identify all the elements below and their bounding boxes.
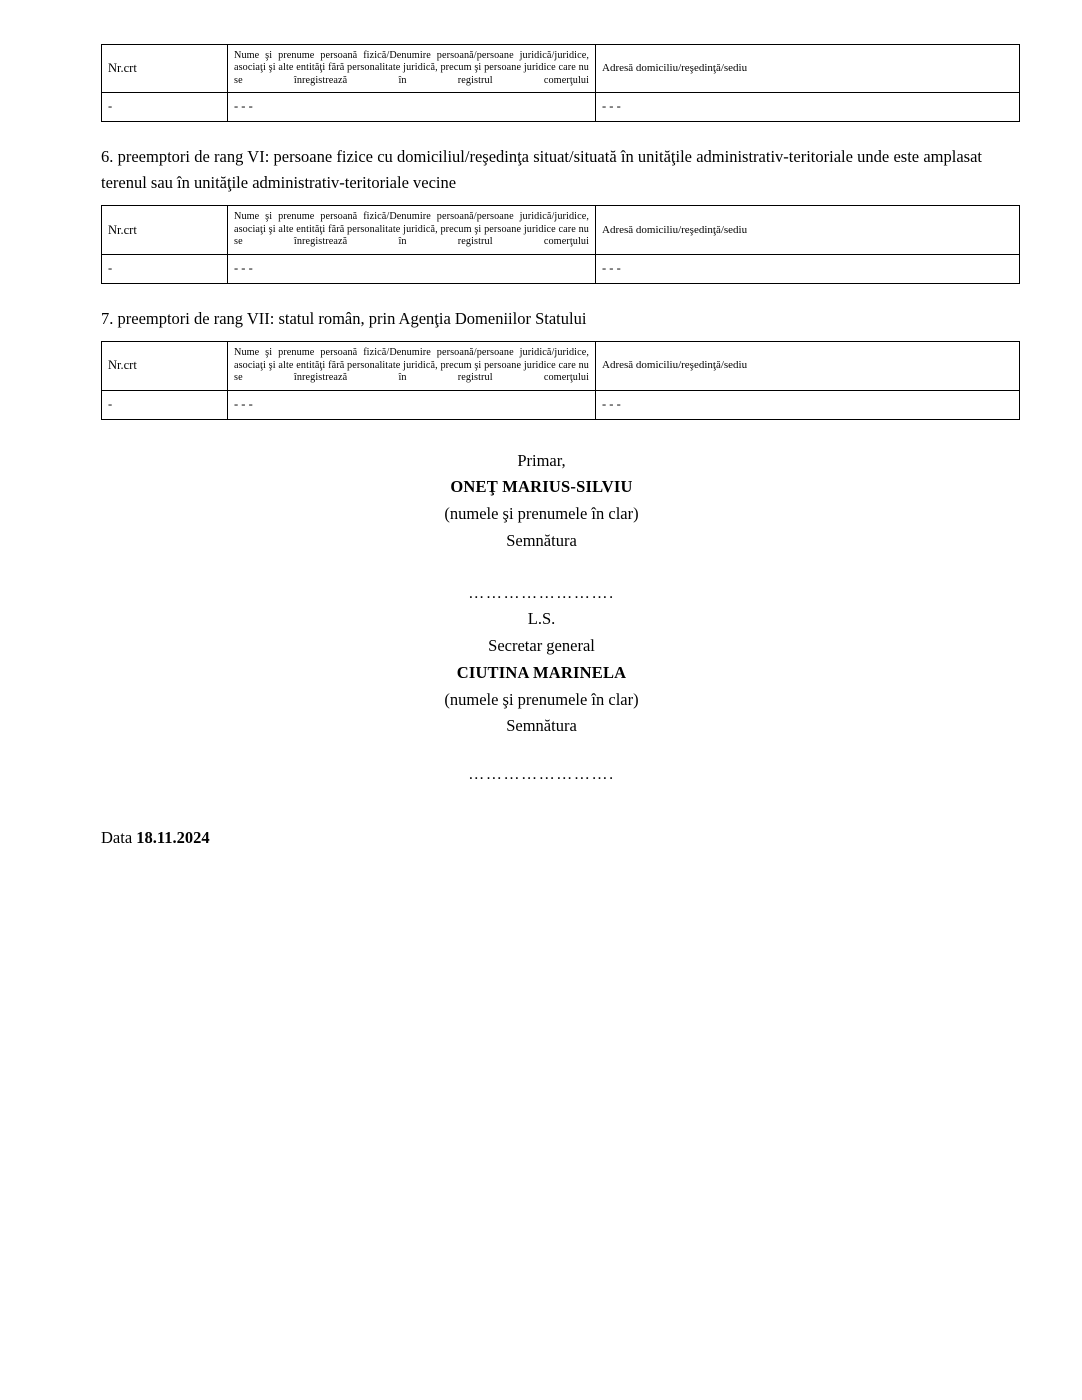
cell-address-text: - - - (602, 99, 621, 114)
cell-name (228, 254, 596, 283)
header-cell-address (596, 45, 1020, 93)
header-nr-text: Nr.crt (108, 61, 137, 76)
cell-address (596, 390, 1020, 419)
header-address-text: Adresă domiciliu/reşedinţă/sediu (602, 223, 748, 236)
header-cell-nr (102, 45, 228, 93)
secretary-name-clear-note: (numele şi prenumele în clar) (444, 689, 639, 709)
section-heading-rank-vii: 7. preemptori de rang VII: statul român, prin Agenţia Domeniilor Statului (101, 308, 587, 328)
cell-nr (102, 390, 228, 419)
preemptors-table-rank-vi (101, 205, 1020, 283)
table-header-row (102, 45, 1020, 93)
table-header-row (102, 342, 1020, 390)
secretary-role-label: Secretar general (488, 636, 595, 656)
mayor-signature-label: Semnătura (506, 530, 577, 550)
document-content (101, 44, 982, 848)
header-address-text: Adresă domiciliu/reşedinţă/sediu (602, 62, 748, 75)
signature-block (101, 448, 982, 788)
table-header-row (102, 206, 1020, 254)
mayor-name-clear-note: (numele şi prenumele în clar) (444, 504, 639, 524)
date-label: Data (101, 827, 133, 847)
ls-label: L.S. (527, 609, 556, 629)
cell-name (228, 93, 596, 122)
mayor-signature-line: ……………………. (468, 584, 615, 602)
preemptors-table-top (101, 44, 1020, 122)
table-row (102, 390, 1020, 419)
date-line (101, 828, 982, 848)
secretary-name: CIUTINA MARINELA (456, 662, 627, 682)
header-cell-nr (102, 206, 228, 254)
cell-address-text: - - - (602, 260, 621, 275)
cell-name (228, 390, 596, 419)
preemptors-table-rank-vii (101, 341, 1020, 419)
cell-nr-text: - (108, 99, 113, 114)
header-cell-address (596, 206, 1020, 254)
signature-gap-2 (101, 740, 982, 762)
header-nr-text: Nr.crt (108, 358, 137, 373)
header-cell-name (228, 45, 596, 93)
header-cell-name (228, 342, 596, 390)
mayor-role-label: Primar, (517, 450, 566, 470)
cell-nr (102, 254, 228, 283)
secretary-signature-label: Semnătura (506, 716, 577, 736)
cell-address (596, 254, 1020, 283)
section-heading-rank-vi: 6. preemptori de rang VI: persoane fizice cu domiciliul/reşedinţa situat/situată în unităţile administrativ-teritoriale unde este amplasat terenul sau în unităţile administrativ-teritoriale vecine (101, 147, 982, 192)
cell-address (596, 93, 1020, 122)
mayor-name: ONEŢ MARIUS-SILVIU (450, 477, 633, 497)
table-row (102, 93, 1020, 122)
header-name-text: Nume şi prenume persoană fizică/Denumire persoană/persoane juridică/juridice, asociaţi şi alte entităţi fără personalitate juridică, precum şi persoane juridice care nu se înregistrează în registrul comerţului (234, 211, 589, 248)
header-cell-address (596, 342, 1020, 390)
header-name-text: Nume şi prenume persoană fizică/Denumire persoană/persoane juridică/juridice, asociaţi şi alte entităţi fără personalitate juridică, precum şi persoane juridice care nu se înregistrează în registrul comerţului (234, 50, 589, 86)
header-cell-name (228, 206, 596, 254)
header-cell-nr (102, 342, 228, 390)
header-nr-text: Nr.crt (108, 222, 137, 237)
secretary-signature-line: ……………………. (468, 766, 615, 783)
cell-nr-text: - (108, 396, 113, 411)
table-row (102, 254, 1020, 283)
cell-nr-text: - (108, 260, 113, 275)
cell-nr (102, 93, 228, 122)
date-value: 18.11.2024 (136, 827, 210, 847)
header-address-text: Adresă domiciliu/reşedinţă/sediu (602, 359, 748, 372)
cell-address-text: - - - (602, 396, 621, 411)
signature-gap-1 (101, 555, 982, 581)
cell-name-text: - - - (234, 99, 253, 114)
cell-name-text: - - - (234, 396, 253, 411)
header-name-text: Nume şi prenume persoană fizică/Denumire persoană/persoane juridică/juridice, asociaţi şi alte entităţi fără personalitate juridică, precum şi persoane juridice care nu se înregistrează în registrul comerţului (234, 347, 589, 384)
cell-name-text: - - - (234, 260, 253, 275)
